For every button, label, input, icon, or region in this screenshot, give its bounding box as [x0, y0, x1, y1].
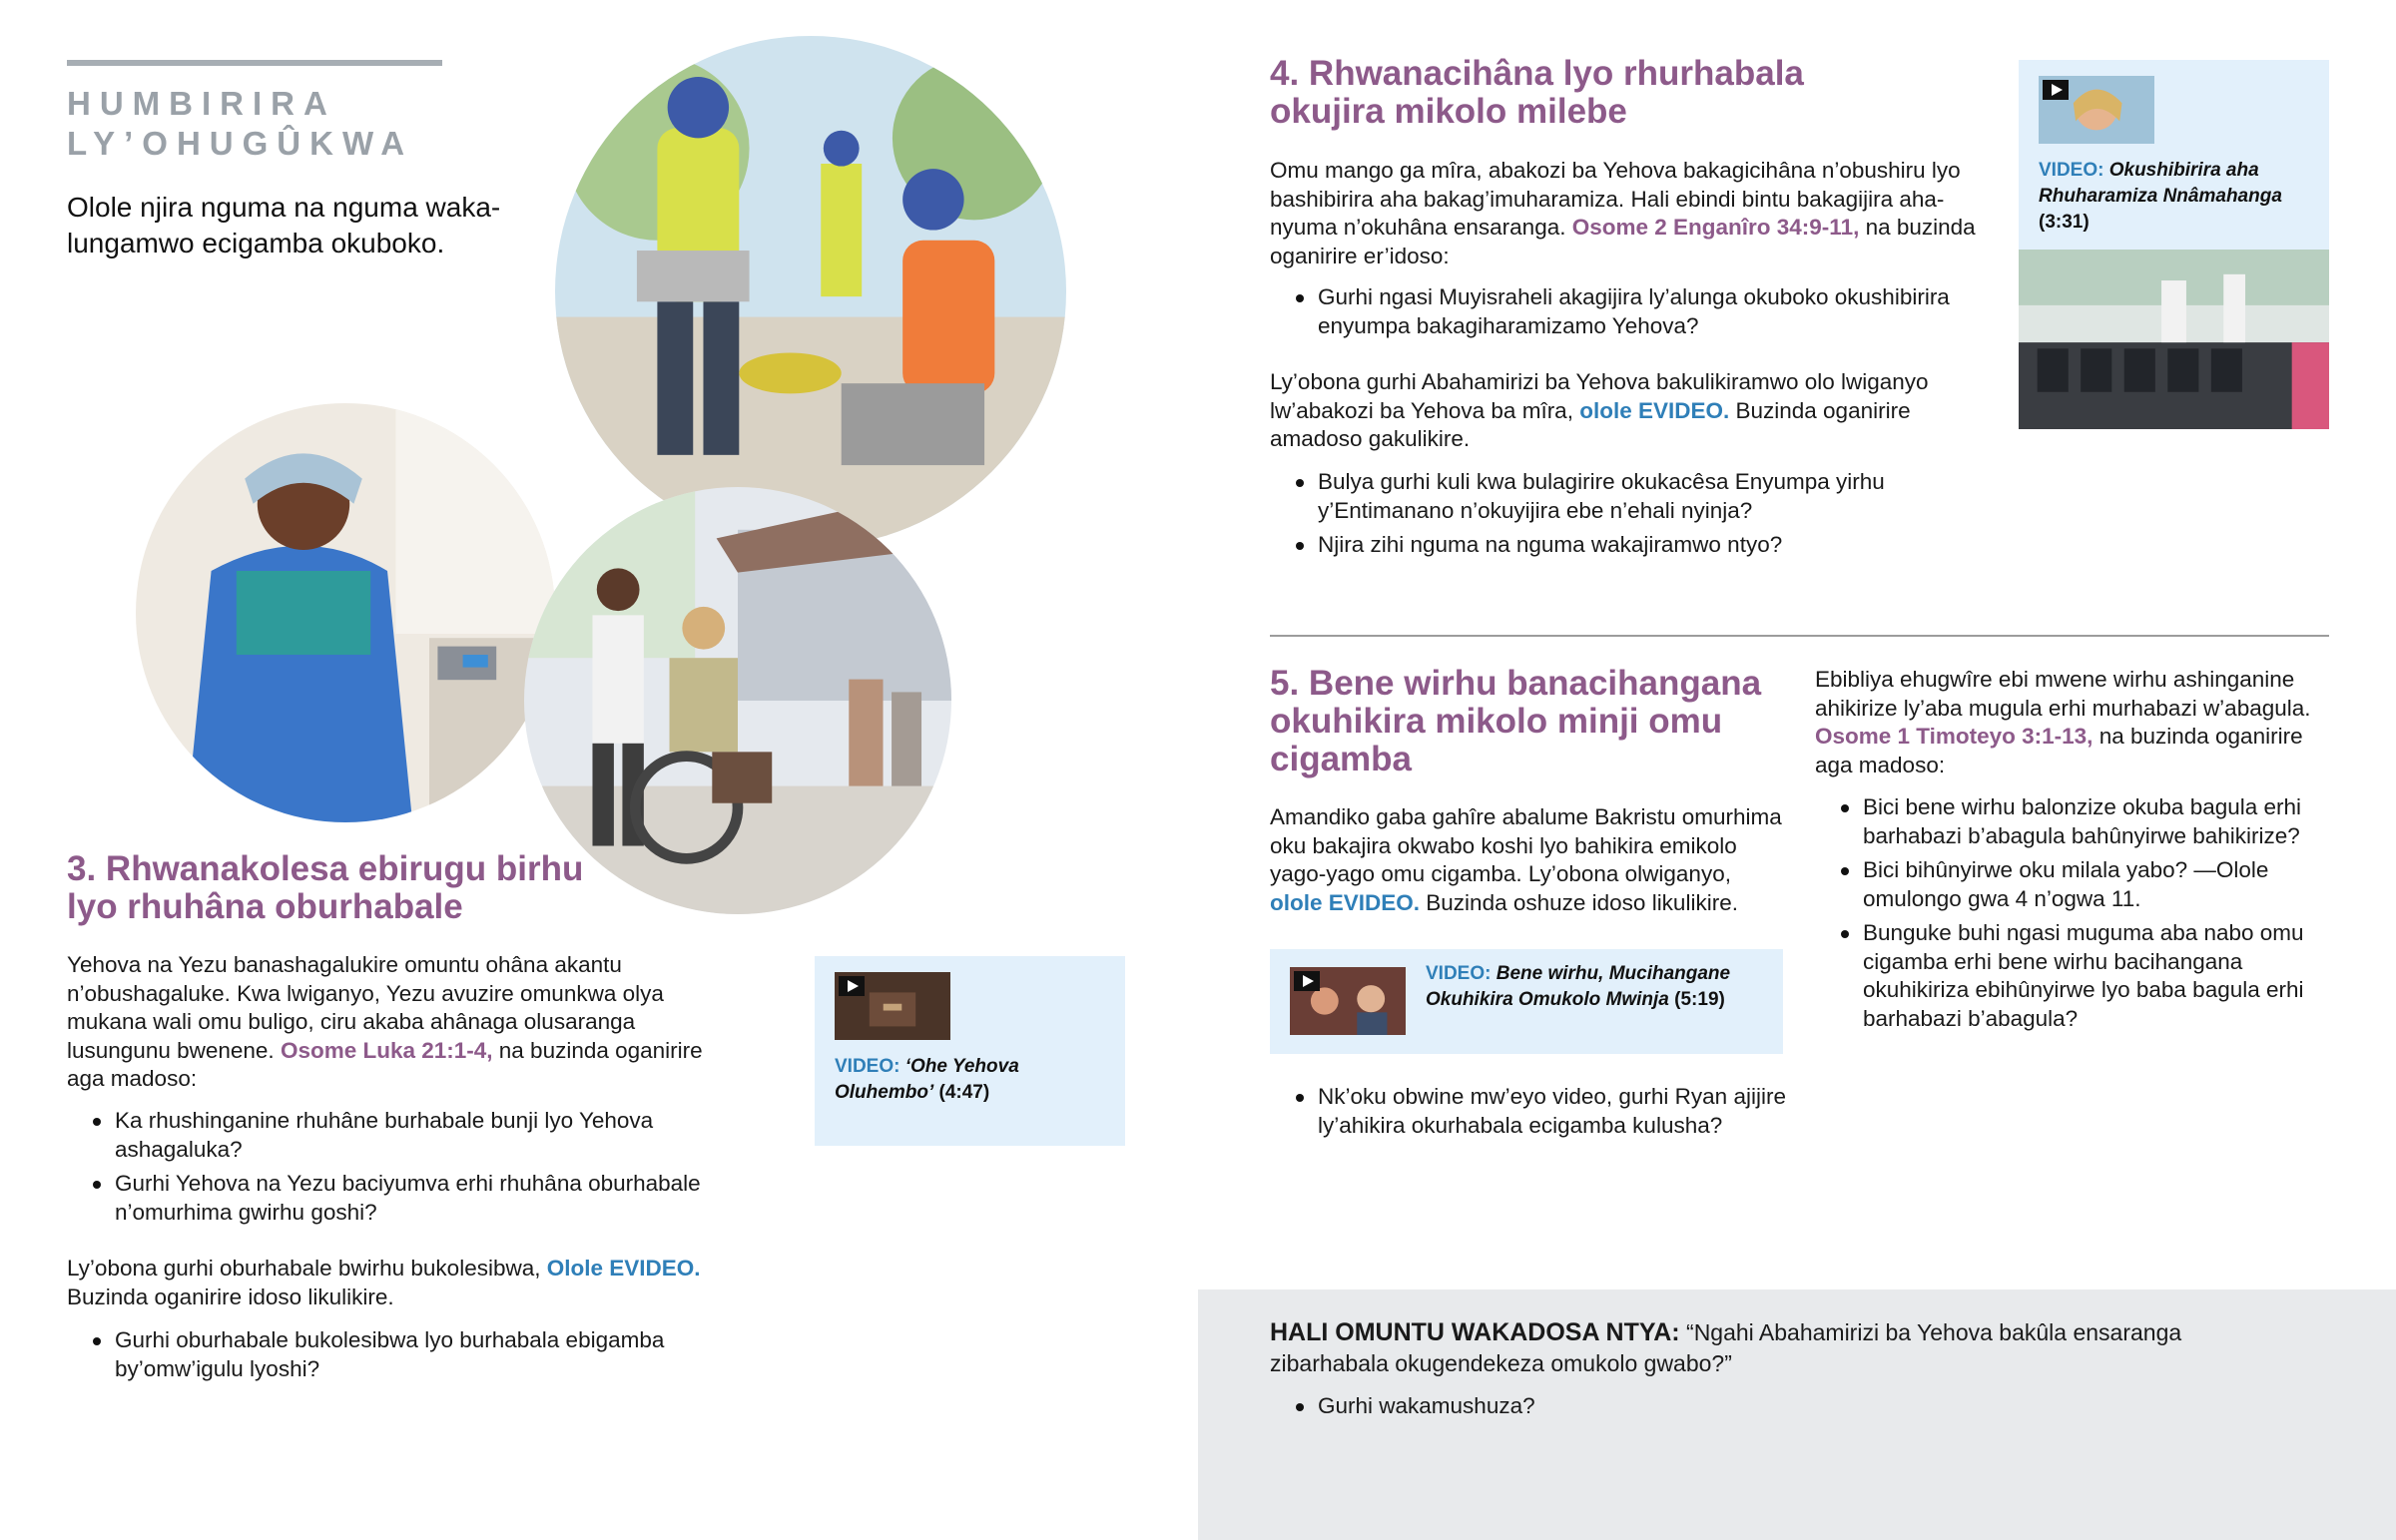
video-thumbnail[interactable] [835, 972, 950, 1040]
section-3-title: 3. Rhwanakolesa ebirugu birhu lyo rhuhâna oburhabale [67, 849, 584, 926]
section-3-paragraph-text-end: na buzinda oganirire aga madoso: [67, 1037, 703, 1091]
video-box-section-3[interactable] [815, 956, 1125, 1146]
section-3-questions-2 [67, 1326, 706, 1389]
scripture-link-luka[interactable]: Osome Luka 21:1-4, [280, 1037, 493, 1063]
section-5-paragraph-text: Amandiko gaba gahîre abalume Bakristu omurhima oku bakajira okwabo koshi lyo bahikira emikolo yago-yago omu cigamba. Ly’obona olwiganyo, [1270, 804, 1782, 886]
video-thumbnail[interactable] [1290, 967, 1406, 1035]
play-icon[interactable] [839, 976, 865, 996]
video-duration: (3:31) [2039, 212, 2090, 233]
video-box-section-5[interactable] [1270, 949, 1783, 1054]
video-label: VIDEO: [1426, 963, 1492, 984]
illustration-man-wheelchair [524, 487, 951, 914]
list-item: Gurhi ngasi Muyisraheli akagijira ly’alunga okuboko okushibirira enyumpa bakagiharamizamo Yehova? [1270, 283, 1989, 340]
list-item: Gurhi wakamushuza? [1270, 1392, 1969, 1421]
list-item: Bulya gurhi kuli kwa bulagirire okukacêsa Enyumpa yirhu y’Entimanano n’okuyijira ebe n’ehali nyinja? [1270, 468, 1989, 525]
section-divider [1270, 635, 2329, 637]
list-item: Ka rhushinganine rhuhâne burhabale bunji lyo Yehova ashagaluka? [67, 1107, 706, 1164]
section-3-paragraph [67, 951, 726, 1094]
section-3-paragraph-2 [67, 1255, 746, 1311]
page-kicker [67, 84, 413, 164]
video-title: ‘Ohe Yehova Oluhembo’ [835, 1056, 1019, 1103]
section-5-paragraph [1270, 803, 1789, 917]
section-4-paragraph-text-end: na buzinda oganirire er’idoso: [1270, 215, 1976, 268]
video-thumbnail[interactable] [2039, 76, 2154, 144]
section-4-paragraph-2-text: Ly’obona gurhi Abahamirizi ba Yehova bakulikiramwo olo lwiganyo lw’abakozi ba Yehova ba mîra, [1270, 369, 1929, 423]
video-title: Okushibirira aha Rhuharamiza Nnâmahanga [2039, 160, 2282, 207]
section-5-paragraph-2-text-end: na buzinda oganirire aga madoso: [1815, 724, 2303, 777]
section-5-questions [1270, 1083, 1789, 1146]
kicker-line-2: LY’OHUGÛKWA [67, 125, 414, 162]
section-3-paragraph-2-text: Ly’obona gurhi oburhabale bwirhu bukolesibwa, [67, 1256, 547, 1281]
video-label: VIDEO: [2039, 160, 2104, 181]
video-link-section-4[interactable]: olole EVIDEO. [1579, 397, 1730, 423]
section-5-paragraph-text-end: Buzinda oshuze idoso likulikire. [1420, 889, 1738, 915]
video-caption [2039, 158, 2318, 236]
section-5-questions-2 [1815, 793, 2334, 1039]
question-box-list [1270, 1392, 1969, 1427]
section-4-questions [1270, 283, 1989, 346]
list-item: Bunguke buhi ngasi muguma aba nabo omu cigamba erhi bene wirhu bacihangana okuhikiriza ebihûnyirwe lyo baba bagula erhi barhabazi b’abagula? [1815, 919, 2334, 1033]
question-box-lead: HALI OMUNTU WAKADOSA NTYA: [1270, 1318, 1680, 1346]
section-5-paragraph-2-text: Ebibliya ehugwîre ebi mwene wirhu ashinganine ahikirize ly’aba mugula erhi murhabazi w’abagula. [1815, 667, 2311, 721]
video-link-section-3[interactable]: Olole EVIDEO. [546, 1256, 701, 1281]
list-item: Bici bene wirhu balonzize okuba bagula erhi barhabazi b’abagula bahûnyirwe bahikirize? [1815, 793, 2334, 850]
scripture-link-enganiro[interactable]: Osome 2 Enganîro 34:9-11, [1571, 215, 1860, 240]
list-item: Bici bihûnyirwe oku milala yabo? —Olole omulongo gwa 4 n’ogwa 11. [1815, 856, 2334, 913]
question-box-text [1270, 1317, 2288, 1379]
video-caption [1426, 961, 1765, 1013]
video-link-section-5[interactable]: olole EVIDEO. [1270, 889, 1421, 915]
section-3-questions [67, 1107, 706, 1233]
section-4-paragraph-2 [1270, 368, 1969, 454]
section-4-paragraph [1270, 157, 1989, 270]
list-item: Gurhi oburhabale bukolesibwa lyo burhabala ebigamba by’omw’igulu lyoshi? [67, 1326, 706, 1383]
section-3-paragraph-text: Yehova na Yezu banashagalukire omuntu ohâna akantu n’obushagaluke. Kwa lwiganyo, Yezu avuzire omunkwa olya mukana wali omu buligo, ciru akaba ahânaga olusaranga lusungunu bwenene. [67, 952, 664, 1063]
video-title: Bene wirhu, Mucihangane Okuhikira Omukolo Mwinja [1426, 963, 1731, 1010]
list-item: Gurhi Yehova na Yezu baciyumva erhi rhuhâna oburhabale n’omurhima gwirhu goshi? [67, 1170, 706, 1227]
list-item: Njira zihi nguma na nguma wakajiramwo ntyo? [1270, 531, 1989, 560]
header-rule [67, 60, 442, 66]
section-4-paragraph-text: Omu mango ga mîra, abakozi ba Yehova bakagicihâna n’obushiru lyo bashibirira aha bakag’imuharamiza. Hali ebindi bintu bakagijira ahanyuma n’okuhâna ensaranga. [1270, 158, 1961, 240]
illustration-woman-donation-box [136, 403, 555, 822]
section-4-questions-2 [1270, 468, 1989, 566]
section-4-title: 4. Rhwanacihâna lyo rhurhabala okujira mikolo milebe [1270, 54, 1804, 131]
section-4-paragraph-2-text-end: Buzinda oganirire amadoso gakulikire. [1270, 397, 1911, 451]
photo-cleaning-kingdom-hall [2019, 250, 2329, 429]
video-box-section-4[interactable] [2019, 60, 2329, 250]
section-3-paragraph-2-text-end: Buzinda oganirire idoso likulikire. [67, 1283, 394, 1309]
intro-text: Olole njira nguma na nguma wakalungamwo ecigamba okuboko. [67, 192, 501, 258]
list-item: Nk’oku obwine mw’eyo video, gurhi Ryan ajijire ly’ahikira okurhabala ecigamba kulusha? [1270, 1083, 1789, 1140]
scripture-link-timoteyo[interactable]: Osome 1 Timoteyo 3:1-13, [1815, 724, 2094, 749]
video-duration: (4:47) [938, 1082, 990, 1103]
illustration-construction-workers [555, 36, 1066, 547]
video-label: VIDEO: [835, 1056, 900, 1077]
section-5-title: 5. Bene wirhu banacihangana okuhikira mikolo minji omu cigamba [1270, 664, 1762, 778]
section-5-paragraph-2 [1815, 666, 2334, 779]
question-box-quote: “Ngahi Abahamirizi ba Yehova bakûla ensaranga zibarhabala okugendekeza omukolo gwabo?” [1270, 1319, 2182, 1376]
video-caption [835, 1054, 1114, 1106]
play-icon[interactable] [2043, 80, 2069, 100]
kicker-line-1: HUMBIRIRA [67, 85, 336, 122]
play-icon[interactable] [1294, 971, 1320, 991]
video-duration: (5:19) [1674, 989, 1725, 1010]
